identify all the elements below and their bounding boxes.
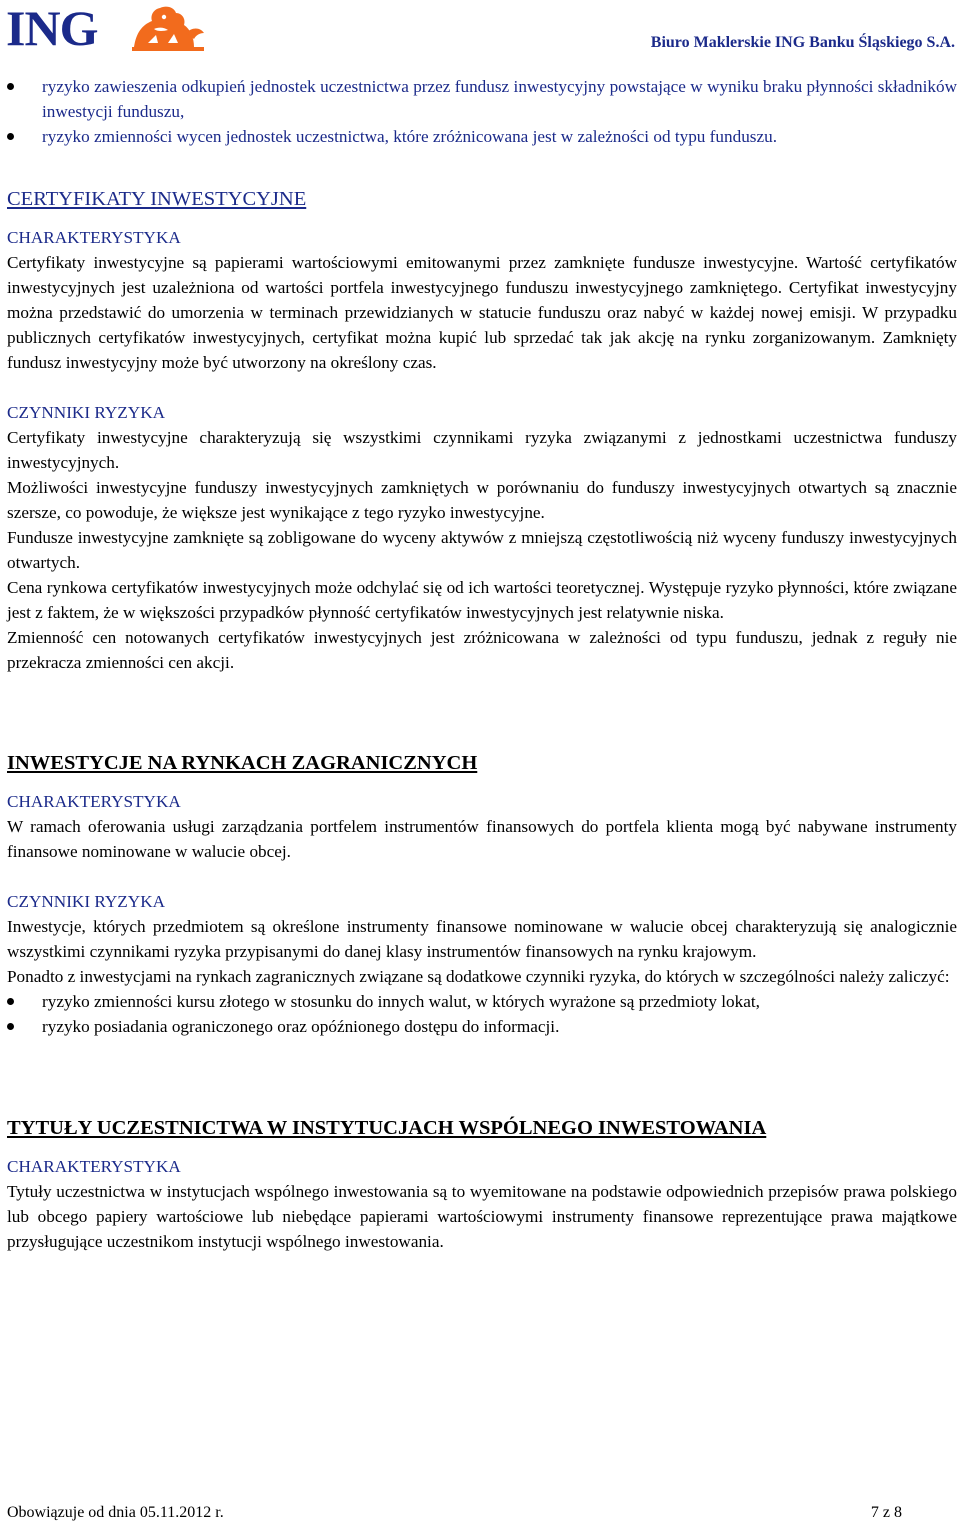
page-header bbox=[0, 0, 960, 56]
paragraph: Inwestycje, których przedmiotem są określone instrumenty finansowe nominowane w walucie obcej charakteryzują się analogicznie wszystkimi czynnikami ryzyka przypisanymi do danej klasy instrumentów finansowych na rynku krajowym. bbox=[7, 917, 957, 961]
paragraph: Cena rynkowa certyfikatów inwestycyjnych może odchylać się od ich wartości teoretycznej. Występuje ryzyko płynności, które związane jest z faktem, że w większości przypadków płynność certyfikatów inwestycyjnych jest relatywnie niska. bbox=[7, 578, 957, 622]
paragraph: Certyfikaty inwestycyjne są papierami wartościowymi emitowanymi przez zamknięte fundusze inwestycyjne. Wartość certyfikatów inwestycyjnych jest uzależniona od wartości portfela inwestycyjnego funduszu inwestycyjnego zamkniętego. Certyfikat inwestycyjny można przedstawić do umorzenia w terminach przewidzianych w statucie funduszu oraz nabyć w każdej nowej emisji. W przypadku publicznych certyfikatów inwestycyjnych, certyfikat można kupić lub sprzedać tak jak akcję na rynku zorganizowanym. Zamknięty fundusz inwestycyjny może być utworzony na określony czas. bbox=[7, 253, 957, 372]
paragraph: Zmienność cen notowanych certyfikatów inwestycyjnych jest zróżnicowana w zależności od typu funduszu, jednak z reguły nie przekracza zmienności cen akcji. bbox=[7, 628, 957, 672]
subheading-czynniki-ryzyka: CZYNNIKI RYZYKA bbox=[7, 892, 166, 911]
effective-date: Obowiązuje od dnia 05.11.2012 r. bbox=[7, 1504, 224, 1521]
paragraph: W ramach oferowania usługi zarządzania portfelem instrumentów finansowych do portfela klienta mogą być nabywane instrumenty finansowe nominowane w walucie obcej. bbox=[7, 817, 957, 861]
bank-name: Biuro Maklerskie ING Banku Śląskiego S.A. bbox=[650, 34, 955, 51]
subheading-charakterystyka: CHARAKTERYSTYKA bbox=[7, 228, 181, 247]
logo-text: ING bbox=[6, 0, 98, 56]
list-item: ryzyko posiadania ograniczonego oraz opóźnionego dostępu do informacji. bbox=[7, 1014, 957, 1039]
document-body bbox=[7, 74, 957, 1254]
list-item: ryzyko zmienności kursu złotego w stosunku do innych walut, w których wyrażone są przedmioty lokat, bbox=[7, 989, 957, 1014]
subheading-charakterystyka: CHARAKTERYSTYKA bbox=[7, 792, 181, 811]
lion-icon bbox=[128, 3, 208, 53]
subheading-charakterystyka: CHARAKTERYSTYKA bbox=[7, 1157, 181, 1176]
subheading-czynniki-ryzyka: CZYNNIKI RYZYKA bbox=[7, 403, 166, 422]
intro-bullet-list bbox=[7, 74, 957, 149]
section-title-tytuly: TYTUŁY UCZESTNICTWA W INSTYTUCJACH WSPÓLNEGO INWESTOWANIA bbox=[7, 1117, 767, 1139]
list-item: ryzyko zawieszenia odkupień jednostek uczestnictwa przez fundusz inwestycyjny powstające w wyniku braku płynności składników inwestycji funduszu, bbox=[7, 74, 957, 124]
list-item: ryzyko zmienności wycen jednostek uczestnictwa, które zróżnicowana jest w zależności od typu funduszu. bbox=[7, 124, 957, 149]
paragraph: Możliwości inwestycyjne funduszy inwestycyjnych zamkniętych w porównaniu do funduszy inwestycyjnych otwartych są znacznie szersze, co powoduje, że większe jest wynikające z tego ryzyko inwestycyjne. bbox=[7, 478, 957, 522]
paragraph: Ponadto z inwestycjami na rynkach zagranicznych związane są dodatkowe czynniki ryzyka, do których w szczególności należy zaliczyć: bbox=[7, 967, 950, 986]
paragraph: Tytuły uczestnictwa w instytucjach wspólnego inwestowania są to wyemitowane na podstawie odpowiednich przepisów prawa polskiego lub obcego papiery wartościowe lub niebędące papierami wartościowymi instrumenty finansowe reprezentujące prawa majątkowe przysługujące uczestnikom instytucji wspólnego inwestowania. bbox=[7, 1182, 957, 1251]
paragraph: Fundusze inwestycyjne zamknięte są zobligowane do wyceny aktywów z mniejszą częstotliwością niż wyceny funduszy inwestycyjnych otwartych. bbox=[7, 528, 957, 572]
section-title-certyfikaty: CERTYFIKATY INWESTYCYJNE bbox=[7, 188, 307, 210]
paragraph: Certyfikaty inwestycyjne charakteryzują się wszystkimi czynnikami ryzyka związanymi z jednostkami uczestnictwa funduszy inwestycyjnych. bbox=[7, 428, 957, 472]
section-title-zagraniczne: INWESTYCJE NA RYNKACH ZAGRANICZNYCH bbox=[7, 752, 478, 774]
page-number: 7 z 8 bbox=[870, 1504, 902, 1521]
risk-bullet-list bbox=[7, 989, 957, 1039]
